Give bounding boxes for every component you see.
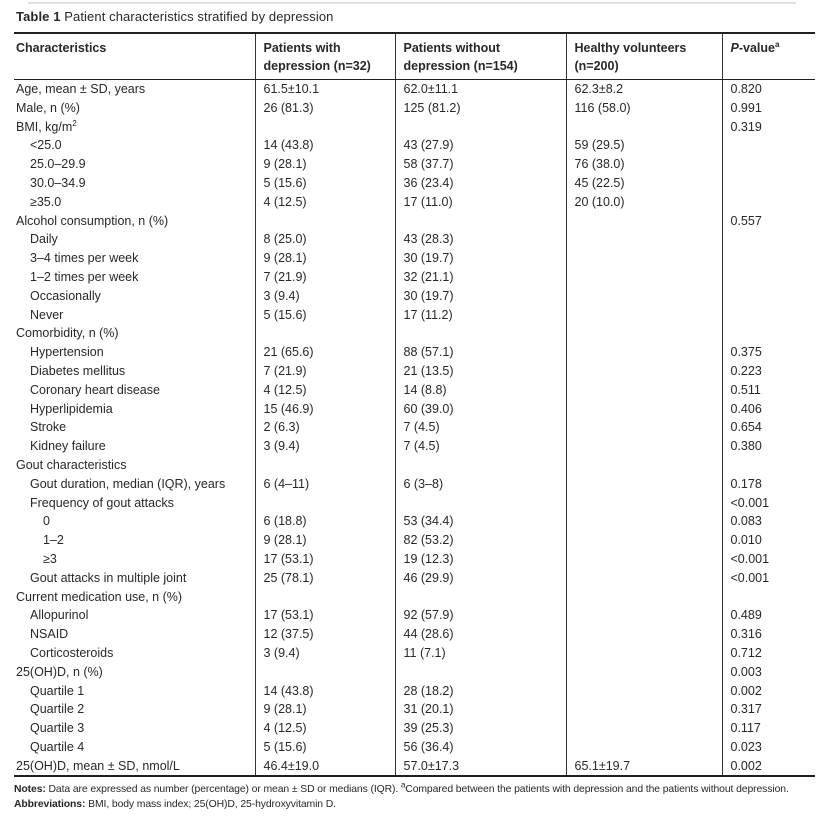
- row-label: Quartile 1: [30, 683, 85, 698]
- cell-patients-without-depression: 62.0±11.1: [395, 80, 566, 99]
- table-row: [14, 230, 815, 249]
- row-label: Male, n (%): [16, 100, 80, 115]
- table-row: [14, 437, 815, 456]
- cell-patients-with-depression: 7 (21.9): [255, 268, 395, 287]
- cell-patients-without-depression: [395, 588, 566, 607]
- cell-healthy-volunteers: [566, 625, 722, 644]
- row-label: Hypertension: [30, 345, 104, 360]
- cell-patients-without-depression: 57.0±17.3: [395, 757, 566, 777]
- cell-patients-with-depression: 8 (25.0): [255, 230, 395, 249]
- cell-patients-with-depression: 6 (18.8): [255, 512, 395, 531]
- cell-p-value: [722, 306, 815, 325]
- cell-patients-without-depression: [395, 212, 566, 231]
- cell-patients-with-depression: 3 (9.4): [255, 644, 395, 663]
- cell-patients-without-depression: 6 (3–8): [395, 475, 566, 494]
- cell-patients-with-depression: 21 (65.6): [255, 343, 395, 362]
- abbreviations-label: Abbreviations:: [14, 798, 86, 810]
- cell-p-value: [722, 249, 815, 268]
- table-row: [14, 343, 815, 362]
- abbreviations-text: BMI, body mass index; 25(OH)D, 25-hydroxyvitamin D.: [85, 798, 336, 810]
- row-label: Daily: [30, 232, 58, 247]
- cell-p-value: <0.001: [722, 494, 815, 513]
- cell-healthy-volunteers: [566, 494, 722, 513]
- table-row: [14, 456, 815, 475]
- cell-patients-with-depression: 4 (12.5): [255, 381, 395, 400]
- cell-p-value: 0.375: [722, 343, 815, 362]
- cell-p-value: 0.003: [722, 663, 815, 682]
- cell-healthy-volunteers: 62.3±8.2: [566, 80, 722, 99]
- cell-healthy-volunteers: [566, 550, 722, 569]
- table-body: [14, 80, 815, 777]
- table-row: [14, 625, 815, 644]
- cell-patients-without-depression: 30 (19.7): [395, 287, 566, 306]
- table-title-text: Patient characteristics stratified by depression: [60, 9, 334, 24]
- cell-healthy-volunteers: [566, 343, 722, 362]
- cell-patients-without-depression: 92 (57.9): [395, 606, 566, 625]
- cell-healthy-volunteers: [566, 663, 722, 682]
- cell-p-value: [722, 456, 815, 475]
- table-row: [14, 719, 815, 738]
- cell-p-value: [722, 230, 815, 249]
- cell-p-value: <0.001: [722, 569, 815, 588]
- row-label: BMI, $kg/m^2$: [16, 118, 77, 134]
- cell-patients-without-depression: 19 (12.3): [395, 550, 566, 569]
- cell-patients-with-depression: 3 (9.4): [255, 437, 395, 456]
- row-label: ≥3: [43, 551, 57, 566]
- cell-p-value: 0.489: [722, 606, 815, 625]
- cell-patients-with-depression: [255, 212, 395, 231]
- table-row: [14, 700, 815, 719]
- cell-healthy-volunteers: [566, 719, 722, 738]
- patient-characteristics-table: [14, 32, 815, 777]
- cell-patients-with-depression: 9 (28.1): [255, 249, 395, 268]
- cell-patients-with-depression: 9 (28.1): [255, 700, 395, 719]
- cell-healthy-volunteers: [566, 606, 722, 625]
- table-row: [14, 287, 815, 306]
- cell-patients-without-depression: [395, 324, 566, 343]
- column-header-p-value: P-value$^a$: [722, 33, 815, 80]
- cell-healthy-volunteers: [566, 738, 722, 757]
- table-number: Table 1: [16, 9, 61, 24]
- cell-patients-without-depression: 53 (34.4): [395, 512, 566, 531]
- cell-patients-without-depression: 36 (23.4): [395, 174, 566, 193]
- cell-patients-without-depression: 30 (19.7): [395, 249, 566, 268]
- cell-patients-with-depression: 4 (12.5): [255, 193, 395, 212]
- notes-text: Data are expressed as number (percentage) or mean ± SD or medians (IQR).: [45, 784, 401, 796]
- cell-healthy-volunteers: 20 (10.0): [566, 193, 722, 212]
- cell-patients-without-depression: 125 (81.2): [395, 99, 566, 118]
- cell-patients-with-depression: 61.5±10.1: [255, 80, 395, 99]
- table-row: [14, 324, 815, 343]
- row-label: 3–4 times per week: [30, 251, 139, 266]
- row-label: 1–2: [43, 533, 64, 548]
- cell-patients-without-depression: 60 (39.0): [395, 400, 566, 419]
- table-row: [14, 569, 815, 588]
- cell-healthy-volunteers: [566, 400, 722, 419]
- cell-patients-without-depression: 43 (27.9): [395, 136, 566, 155]
- table-row: [14, 99, 815, 118]
- row-label: Quartile 3: [30, 721, 85, 736]
- cell-p-value: 0.083: [722, 512, 815, 531]
- cell-patients-with-depression: 2 (6.3): [255, 418, 395, 437]
- table-row: [14, 249, 815, 268]
- cell-patients-with-depression: [255, 494, 395, 513]
- cell-patients-with-depression: 15 (46.9): [255, 400, 395, 419]
- table-row: [14, 550, 815, 569]
- table-row: [14, 155, 815, 174]
- cell-patients-without-depression: [395, 663, 566, 682]
- row-label: Kidney failure: [30, 439, 106, 454]
- cell-healthy-volunteers: [566, 700, 722, 719]
- cell-healthy-volunteers: [566, 230, 722, 249]
- cell-patients-with-depression: 46.4±19.0: [255, 757, 395, 777]
- cell-healthy-volunteers: [566, 249, 722, 268]
- cell-p-value: 0.820: [722, 80, 815, 99]
- table-row: [14, 682, 815, 701]
- row-label: Hyperlipidemia: [30, 401, 113, 416]
- cell-patients-without-depression: 44 (28.6): [395, 625, 566, 644]
- cell-healthy-volunteers: [566, 418, 722, 437]
- cell-patients-with-depression: [255, 663, 395, 682]
- cell-healthy-volunteers: [566, 324, 722, 343]
- row-label: Quartile 4: [30, 739, 85, 754]
- cell-patients-without-depression: 11 (7.1): [395, 644, 566, 663]
- row-label: Never: [30, 307, 64, 322]
- cell-p-value: [722, 588, 815, 607]
- table-row: [14, 306, 815, 325]
- cell-p-value: [722, 174, 815, 193]
- cell-p-value: 0.712: [722, 644, 815, 663]
- cell-healthy-volunteers: [566, 381, 722, 400]
- cell-p-value: [722, 136, 815, 155]
- cell-p-value: 0.654: [722, 418, 815, 437]
- cell-p-value: 0.010: [722, 531, 815, 550]
- row-label: Diabetes mellitus: [30, 363, 126, 378]
- cell-patients-with-depression: 3 (9.4): [255, 287, 395, 306]
- table-row: [14, 212, 815, 231]
- row-label: Coronary heart disease: [30, 382, 160, 397]
- cell-patients-without-depression: [395, 118, 566, 137]
- cell-patients-with-depression: 14 (43.8): [255, 682, 395, 701]
- row-label: Comorbidity, n (%): [16, 326, 119, 341]
- cell-patients-without-depression: 7 (4.5): [395, 437, 566, 456]
- table-row: [14, 606, 815, 625]
- cell-p-value: 0.002: [722, 682, 815, 701]
- cell-p-value: 0.991: [722, 99, 815, 118]
- row-label: Quartile 2: [30, 702, 85, 717]
- notes-text-continued: Compared between the patients with depression and the patients without depression.: [405, 784, 789, 796]
- cell-p-value: 0.223: [722, 362, 815, 381]
- row-label: Allopurinol: [30, 608, 89, 623]
- row-label: Gout attacks in multiple joint: [30, 570, 187, 585]
- table-row: [14, 475, 815, 494]
- cell-patients-with-depression: 26 (81.3): [255, 99, 395, 118]
- cell-healthy-volunteers: [566, 268, 722, 287]
- column-header-characteristics: Characteristics: [14, 33, 255, 80]
- table-row: [14, 136, 815, 155]
- cell-patients-with-depression: 25 (78.1): [255, 569, 395, 588]
- cell-patients-with-depression: [255, 588, 395, 607]
- row-label: Gout characteristics: [16, 457, 127, 472]
- cell-healthy-volunteers: 65.1±19.7: [566, 757, 722, 777]
- table-row: [14, 512, 815, 531]
- cell-patients-without-depression: 82 (53.2): [395, 531, 566, 550]
- cell-p-value: <0.001: [722, 550, 815, 569]
- cell-patients-without-depression: 39 (25.3): [395, 719, 566, 738]
- cell-p-value: 0.117: [722, 719, 815, 738]
- table-row: [14, 400, 815, 419]
- cell-patients-without-depression: [395, 456, 566, 475]
- table-title: [0, 0, 819, 32]
- cell-p-value: 0.406: [722, 400, 815, 419]
- cell-p-value: 0.317: [722, 700, 815, 719]
- cell-patients-with-depression: 17 (53.1): [255, 606, 395, 625]
- column-header-healthy-volunteers: Healthy volunteers (n=200): [566, 33, 722, 80]
- notes-label: Notes:: [14, 784, 46, 796]
- cell-p-value: [722, 324, 815, 343]
- cell-healthy-volunteers: [566, 682, 722, 701]
- cell-patients-without-depression: 17 (11.0): [395, 193, 566, 212]
- cell-patients-with-depression: 5 (15.6): [255, 306, 395, 325]
- cell-patients-without-depression: 7 (4.5): [395, 418, 566, 437]
- cell-patients-without-depression: 46 (29.9): [395, 569, 566, 588]
- cell-healthy-volunteers: [566, 437, 722, 456]
- row-label: NSAID: [30, 627, 69, 642]
- cell-p-value: 0.511: [722, 381, 815, 400]
- cell-patients-without-depression: [395, 494, 566, 513]
- cell-patients-with-depression: 5 (15.6): [255, 738, 395, 757]
- cell-p-value: 0.178: [722, 475, 815, 494]
- cell-patients-with-depression: 7 (21.9): [255, 362, 395, 381]
- row-label: Alcohol consumption, n (%): [16, 213, 169, 228]
- row-label: Corticosteroids: [30, 645, 114, 660]
- cell-patients-with-depression: 4 (12.5): [255, 719, 395, 738]
- cell-patients-with-depression: [255, 456, 395, 475]
- cell-patients-with-depression: [255, 324, 395, 343]
- table-row: [14, 118, 815, 137]
- cell-patients-without-depression: 28 (18.2): [395, 682, 566, 701]
- row-label: Frequency of gout attacks: [30, 495, 174, 510]
- cell-patients-without-depression: 43 (28.3): [395, 230, 566, 249]
- scan-artifact-line: [28, 2, 796, 4]
- table-row: [14, 362, 815, 381]
- table-row: [14, 663, 815, 682]
- cell-patients-with-depression: 14 (43.8): [255, 136, 395, 155]
- row-label: Age, mean ± SD, years: [16, 82, 146, 96]
- cell-patients-with-depression: [255, 118, 395, 137]
- column-header-patients-without-depression: Patients without depression (n=154): [395, 33, 566, 80]
- row-label: Gout duration, median (IQR), years: [30, 476, 226, 491]
- cell-patients-with-depression: 5 (15.6): [255, 174, 395, 193]
- cell-healthy-volunteers: [566, 512, 722, 531]
- cell-healthy-volunteers: [566, 531, 722, 550]
- cell-patients-with-depression: 6 (4–11): [255, 475, 395, 494]
- row-label: 30.0–34.9: [30, 175, 86, 190]
- cell-healthy-volunteers: [566, 362, 722, 381]
- table-row: [14, 757, 815, 777]
- cell-patients-with-depression: 12 (37.5): [255, 625, 395, 644]
- row-label: <25.0: [30, 138, 62, 153]
- row-label: Current medication use, n (%): [16, 589, 183, 604]
- table-row: [14, 644, 815, 663]
- cell-healthy-volunteers: 116 (58.0): [566, 99, 722, 118]
- cell-patients-with-depression: 9 (28.1): [255, 531, 395, 550]
- table-row: [14, 738, 815, 757]
- row-label: Stroke: [30, 420, 67, 435]
- table-row: [14, 174, 815, 193]
- cell-patients-without-depression: 88 (57.1): [395, 343, 566, 362]
- table-row: [14, 418, 815, 437]
- cell-healthy-volunteers: [566, 118, 722, 137]
- cell-healthy-volunteers: [566, 287, 722, 306]
- cell-p-value: 0.557: [722, 212, 815, 231]
- notes-superscript: a: [400, 783, 406, 791]
- row-label: 25(OH)D, mean ± SD, nmol/L: [16, 758, 180, 773]
- table-row: [14, 531, 815, 550]
- table-notes: [14, 783, 815, 798]
- cell-p-value: 0.380: [722, 437, 815, 456]
- cell-p-value: [722, 287, 815, 306]
- cell-healthy-volunteers: [566, 456, 722, 475]
- cell-patients-with-depression: 9 (28.1): [255, 155, 395, 174]
- row-label: 0: [43, 514, 50, 529]
- cell-patients-with-depression: 17 (53.1): [255, 550, 395, 569]
- table-row: [14, 268, 815, 287]
- cell-patients-without-depression: 14 (8.8): [395, 381, 566, 400]
- cell-healthy-volunteers: [566, 588, 722, 607]
- cell-patients-without-depression: 31 (20.1): [395, 700, 566, 719]
- cell-p-value: 0.316: [722, 625, 815, 644]
- cell-p-value: [722, 268, 815, 287]
- table-row: [14, 193, 815, 212]
- cell-p-value: 0.002: [722, 757, 815, 777]
- table-row: [14, 588, 815, 607]
- cell-healthy-volunteers: 76 (38.0): [566, 155, 722, 174]
- table-row: [14, 381, 815, 400]
- row-label: Occasionally: [30, 288, 101, 303]
- header-row: [14, 33, 815, 80]
- row-label: 25.0–29.9: [30, 157, 86, 172]
- cell-healthy-volunteers: 59 (29.5): [566, 136, 722, 155]
- cell-p-value: 0.319: [722, 118, 815, 137]
- cell-patients-without-depression: 56 (36.4): [395, 738, 566, 757]
- table-footer: [14, 783, 815, 812]
- cell-p-value: [722, 155, 815, 174]
- cell-patients-without-depression: 58 (37.7): [395, 155, 566, 174]
- table-row: [14, 80, 815, 99]
- row-label: 1–2 times per week: [30, 269, 139, 284]
- cell-healthy-volunteers: [566, 644, 722, 663]
- row-label: ≥35.0: [30, 194, 62, 209]
- column-header-patients-with-depression: Patients with depression (n=32): [255, 33, 395, 80]
- cell-healthy-volunteers: [566, 212, 722, 231]
- table-header: [14, 33, 815, 80]
- table-row: [14, 494, 815, 513]
- cell-p-value: [722, 193, 815, 212]
- cell-patients-without-depression: 17 (11.2): [395, 306, 566, 325]
- cell-healthy-volunteers: [566, 569, 722, 588]
- cell-patients-without-depression: 32 (21.1): [395, 268, 566, 287]
- table-abbreviations: [14, 798, 815, 813]
- cell-patients-without-depression: 21 (13.5): [395, 362, 566, 381]
- row-label: 25(OH)D, n (%): [16, 664, 103, 679]
- cell-p-value: 0.023: [722, 738, 815, 757]
- cell-healthy-volunteers: [566, 306, 722, 325]
- cell-healthy-volunteers: 45 (22.5): [566, 174, 722, 193]
- cell-healthy-volunteers: [566, 475, 722, 494]
